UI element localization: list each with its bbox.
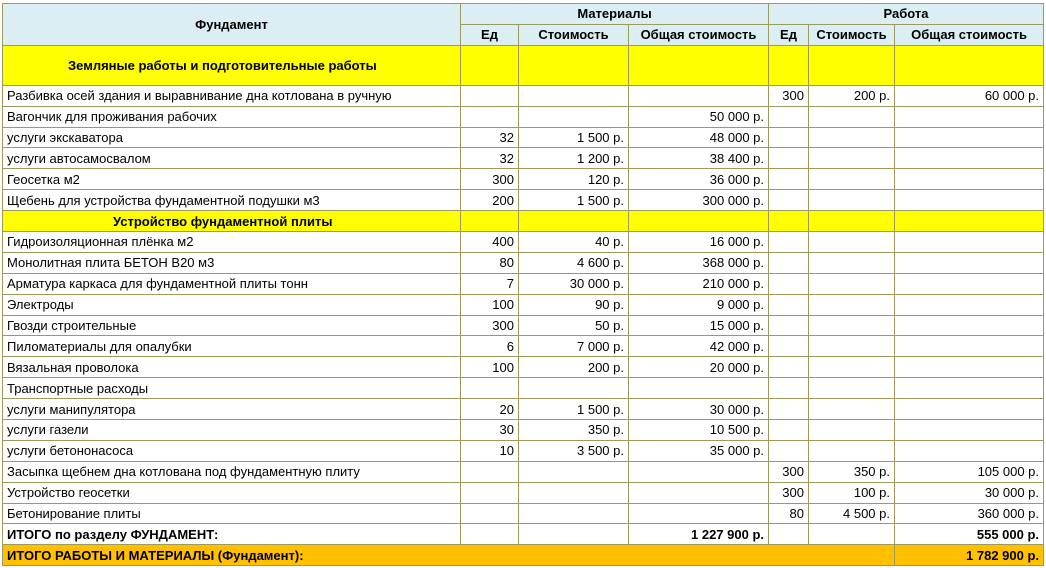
cell-m-qty: 80 [461, 252, 519, 273]
cell-name: услуги манипулятора [3, 399, 461, 420]
table-row [3, 461, 1044, 482]
cell-w-cost: 200 р. [809, 85, 895, 106]
cell-name: услуги автосамосвалом [3, 148, 461, 169]
header-foundation: Фундамент [3, 4, 461, 46]
cell-w-cost [809, 252, 895, 273]
cell-name: Вязальная проволока [3, 357, 461, 378]
cell-name: Электроды [3, 294, 461, 315]
cell-m-cost [519, 482, 629, 503]
cell-w-total [895, 399, 1044, 420]
cell-w-total [895, 315, 1044, 336]
cell-m-total: 300 000 р. [629, 190, 769, 211]
cell-m-total: 50 000 р. [629, 106, 769, 127]
cell-w-total: 105 000 р. [895, 461, 1044, 482]
header-materials: Материалы [461, 4, 769, 25]
cell-w-qty [769, 127, 809, 148]
table-row [3, 440, 1044, 461]
cell-name: услуги экскаватора [3, 127, 461, 148]
cell-m-qty [461, 482, 519, 503]
grand-total-row [3, 545, 1044, 566]
cell-m-qty: 32 [461, 127, 519, 148]
cell-w-qty [769, 420, 809, 441]
cell-m-qty: 400 [461, 232, 519, 253]
cell-m-total: 15 000 р. [629, 315, 769, 336]
table-row [3, 252, 1044, 273]
section-earthworks-title: Земляные работы и подготовительные работы [3, 45, 461, 85]
cell-m-qty [461, 378, 519, 399]
cell-w-qty: 300 [769, 85, 809, 106]
cell-m-total: 38 400 р. [629, 148, 769, 169]
cell-m-cost: 120 р. [519, 169, 629, 190]
cell-name: Транспортные расходы [3, 378, 461, 399]
cell-w-total [895, 169, 1044, 190]
cell-m-qty: 20 [461, 399, 519, 420]
grand-total-value: 1 782 900 р. [895, 545, 1044, 566]
cell-w-cost [809, 169, 895, 190]
cell-w-cost: 350 р. [809, 461, 895, 482]
cell-m-total [629, 85, 769, 106]
table-row [3, 482, 1044, 503]
cell-w-qty [769, 106, 809, 127]
cell-m-total: 48 000 р. [629, 127, 769, 148]
cell-m-cost: 1 500 р. [519, 190, 629, 211]
table-row [3, 399, 1044, 420]
cell-m-cost: 4 600 р. [519, 252, 629, 273]
cell-name: Геосетка м2 [3, 169, 461, 190]
cell-m-qty: 300 [461, 315, 519, 336]
cell-w-total [895, 420, 1044, 441]
cell-w-total: 60 000 р. [895, 85, 1044, 106]
cell-w-cost [809, 190, 895, 211]
header-w-total: Общая стоимость [895, 24, 1044, 45]
cell-w-cost [809, 232, 895, 253]
cell-m-total: 42 000 р. [629, 336, 769, 357]
cell-w-qty: 300 [769, 482, 809, 503]
header-m-total: Общая стоимость [629, 24, 769, 45]
cell-w-cost [809, 399, 895, 420]
cell-m-qty [461, 503, 519, 524]
cell-m-total [629, 503, 769, 524]
cell-m-total: 9 000 р. [629, 294, 769, 315]
cell-w-cost [809, 148, 895, 169]
cell-m-cost [519, 378, 629, 399]
cell-name: Гидроизоляционная плёнка м2 [3, 232, 461, 253]
cell-m-qty: 6 [461, 336, 519, 357]
header-work: Работа [769, 4, 1044, 25]
section-earthworks-row [3, 45, 1044, 85]
cell-m-cost [519, 461, 629, 482]
header-row-top [3, 4, 1044, 25]
cell-name: Монолитная плита БЕТОН В20 м3 [3, 252, 461, 273]
cell-m-qty: 10 [461, 440, 519, 461]
section-total-label: ИТОГО по разделу ФУНДАМЕНТ: [3, 524, 461, 545]
cell-m-qty: 100 [461, 357, 519, 378]
cell-w-qty [769, 232, 809, 253]
cell-w-cost [809, 273, 895, 294]
cell-m-cost [519, 503, 629, 524]
cell-w-total: 360 000 р. [895, 503, 1044, 524]
table-row [3, 106, 1044, 127]
cell-w-qty [769, 336, 809, 357]
cell-m-total: 368 000 р. [629, 252, 769, 273]
cell-w-cost [809, 294, 895, 315]
cell-m-qty: 200 [461, 190, 519, 211]
cell-name: Бетонирование плиты [3, 503, 461, 524]
header-w-cost: Стоимость [809, 24, 895, 45]
cell-w-qty [769, 378, 809, 399]
cell-w-qty: 80 [769, 503, 809, 524]
cell-m-qty [461, 461, 519, 482]
table-row [3, 378, 1044, 399]
cell-m-qty: 300 [461, 169, 519, 190]
cell-w-qty [769, 357, 809, 378]
cell-m-qty: 100 [461, 294, 519, 315]
estimate-table [2, 3, 1044, 566]
cell-w-qty [769, 190, 809, 211]
cell-w-cost [809, 106, 895, 127]
cell-m-cost: 50 р. [519, 315, 629, 336]
cell-name: Щебень для устройства фундаментной подушки м3 [3, 190, 461, 211]
cell-w-qty: 300 [769, 461, 809, 482]
cell-m-qty [461, 85, 519, 106]
cell-m-total: 16 000 р. [629, 232, 769, 253]
cell-w-cost [809, 127, 895, 148]
cell-w-cost [809, 420, 895, 441]
table-row [3, 420, 1044, 441]
table-row [3, 315, 1044, 336]
cell-m-total: 30 000 р. [629, 399, 769, 420]
cell-name: Разбивка осей здания и выравнивание дна котлована в ручную [3, 85, 461, 106]
cell-m-total: 10 500 р. [629, 420, 769, 441]
cell-m-total: 210 000 р. [629, 273, 769, 294]
cell-m-cost: 200 р. [519, 357, 629, 378]
cell-w-qty [769, 315, 809, 336]
cell-w-qty [769, 148, 809, 169]
cell-w-total [895, 440, 1044, 461]
table-row [3, 85, 1044, 106]
cell-name: Арматура каркаса для фундаментной плиты тонн [3, 273, 461, 294]
table-row [3, 148, 1044, 169]
cell-w-qty [769, 399, 809, 420]
cell-m-total: 20 000 р. [629, 357, 769, 378]
table-row [3, 127, 1044, 148]
cell-m-cost: 40 р. [519, 232, 629, 253]
cell-m-cost: 1 500 р. [519, 127, 629, 148]
cell-name: Пиломатериалы для опалубки [3, 336, 461, 357]
cell-m-cost: 7 000 р. [519, 336, 629, 357]
cell-m-cost [519, 85, 629, 106]
section-total-row [3, 524, 1044, 545]
table-row [3, 190, 1044, 211]
cell-w-total [895, 127, 1044, 148]
cell-w-total [895, 273, 1044, 294]
cell-w-qty [769, 169, 809, 190]
table-row [3, 232, 1044, 253]
table-row [3, 294, 1044, 315]
cell-m-cost: 90 р. [519, 294, 629, 315]
cell-m-total [629, 378, 769, 399]
cell-m-qty: 7 [461, 273, 519, 294]
table-row [3, 503, 1044, 524]
header-m-unit: Ед [461, 24, 519, 45]
table-row [3, 336, 1044, 357]
table-row [3, 357, 1044, 378]
header-w-unit: Ед [769, 24, 809, 45]
cell-m-total: 35 000 р. [629, 440, 769, 461]
cell-w-total [895, 378, 1044, 399]
grand-total-label: ИТОГО РАБОТЫ И МАТЕРИАЛЫ (Фундамент): [3, 545, 895, 566]
cell-w-total [895, 232, 1044, 253]
cell-m-total: 36 000 р. [629, 169, 769, 190]
cell-m-qty: 32 [461, 148, 519, 169]
section-slab-row [3, 211, 1044, 232]
cell-name: Гвозди строительные [3, 315, 461, 336]
cell-w-total [895, 106, 1044, 127]
cell-w-total: 30 000 р. [895, 482, 1044, 503]
cell-w-cost [809, 440, 895, 461]
section-slab-title: Устройство фундаментной плиты [3, 211, 461, 232]
cell-w-total [895, 190, 1044, 211]
table-row [3, 273, 1044, 294]
cell-name: услуги бетононасоса [3, 440, 461, 461]
work-total: 555 000 р. [895, 524, 1044, 545]
table-row [3, 169, 1044, 190]
cell-name: Засыпка щебнем дна котлована под фундаментную плиту [3, 461, 461, 482]
cell-w-cost [809, 357, 895, 378]
cell-w-qty [769, 440, 809, 461]
cell-m-qty: 30 [461, 420, 519, 441]
cell-w-cost [809, 315, 895, 336]
cell-m-total [629, 482, 769, 503]
cell-w-cost [809, 378, 895, 399]
cell-name: Устройство геосетки [3, 482, 461, 503]
cell-m-cost: 350 р. [519, 420, 629, 441]
cell-w-total [895, 252, 1044, 273]
cell-w-qty [769, 252, 809, 273]
cell-m-cost: 1 500 р. [519, 399, 629, 420]
cell-m-cost [519, 106, 629, 127]
cell-w-total [895, 148, 1044, 169]
materials-total: 1 227 900 р. [629, 524, 769, 545]
cell-m-total [629, 461, 769, 482]
header-m-cost: Стоимость [519, 24, 629, 45]
cell-w-cost: 100 р. [809, 482, 895, 503]
cell-m-cost: 30 000 р. [519, 273, 629, 294]
cell-m-cost: 3 500 р. [519, 440, 629, 461]
cell-m-qty [461, 106, 519, 127]
cell-w-cost: 4 500 р. [809, 503, 895, 524]
cell-w-total [895, 357, 1044, 378]
cell-m-cost: 1 200 р. [519, 148, 629, 169]
cell-name: Вагончик для проживания рабочих [3, 106, 461, 127]
cell-w-cost [809, 336, 895, 357]
cell-w-qty [769, 294, 809, 315]
cell-w-qty [769, 273, 809, 294]
cell-name: услуги газели [3, 420, 461, 441]
cell-w-total [895, 336, 1044, 357]
cell-w-total [895, 294, 1044, 315]
